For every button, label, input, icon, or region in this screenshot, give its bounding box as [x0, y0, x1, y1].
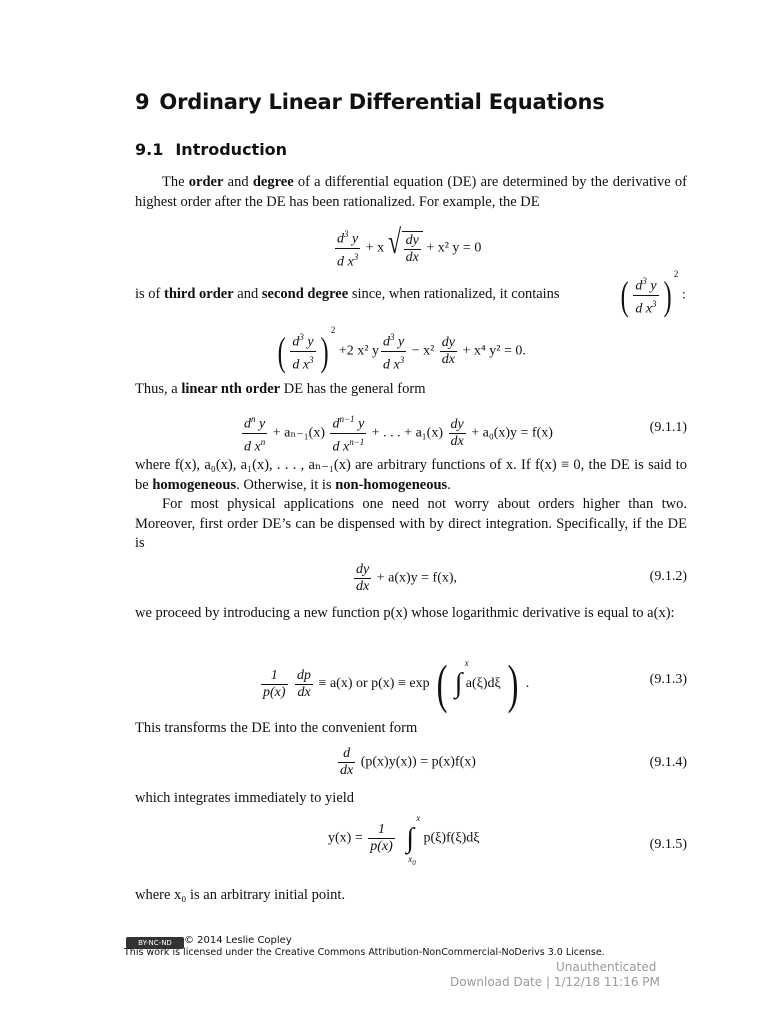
text: is of	[135, 286, 164, 302]
equation-term: ≡ a(x) or p(x) ≡ exp	[318, 676, 430, 692]
bold-term-third-order: third order	[164, 286, 234, 302]
equation-term: + x	[365, 240, 385, 256]
paragraph-transforms: This transforms the DE into the convenient form	[135, 720, 418, 736]
text: and	[223, 174, 253, 190]
bold-term-homogeneous: homogeneous	[152, 476, 237, 493]
bold-term-order: order	[188, 174, 224, 190]
equation-number-9-1-3: (9.1.3)	[649, 672, 687, 687]
equation-term: a(ξ)dξ	[465, 676, 501, 692]
copyright-notice: © 2014 Leslie Copley	[184, 935, 292, 946]
section-title	[135, 140, 287, 159]
text: .	[447, 476, 451, 493]
equation-9-1-3: $\frac{1}{p(x)}$ $\frac{dp}{dx}$ ≡ a(x) or p(x) ≡ exp ( ∫ x a(ξ)dξ ) .	[263, 654, 530, 714]
equation-number-9-1-5: (9.1.5)	[649, 837, 687, 852]
license-notice: This work is licensed under the Creative Commons Attribution-NonCommercial-NoDerivs 3.0 License.	[124, 947, 605, 958]
paragraph-new-function: we proceed by introducing a new function p(x) whose logarithmic derivative is equal to a(x):	[135, 605, 675, 621]
text: . Otherwise, it is	[236, 476, 336, 493]
bold-term-linear-nth-order: linear nth order	[181, 381, 281, 397]
text: since, when rationalized, it contains	[348, 286, 560, 302]
equation-9-1-5: y(x) = $\frac{1}{p(x)}$ ∫ x $x_0$ p(ξ)f(ξ)dξ	[328, 812, 480, 867]
equation-number-9-1-4: (9.1.4)	[649, 755, 687, 770]
chapter-number: 9	[135, 90, 150, 114]
equation-term: .	[525, 676, 530, 692]
equation-9-1-1: $\frac{d^n y}{d x^n}$ + aₙ₋₁(x) $\frac{d^{n-1} y}{d x^{n-1}}$ + . . . + a₁(x) $\frac{dy}{dx}$ + a₀(x)y = f(x)	[240, 411, 553, 455]
text: DE has the general form	[280, 381, 426, 397]
equation-term: y(x) =	[328, 830, 363, 846]
paragraph-physical-applications: For most physical applications one need not worry about orders higher than two. Moreover, first order DE’s can be dispensed with by direct integration. Specifically, if the DE is	[135, 496, 687, 551]
equation-term: + . . . + a₁(x)	[371, 425, 443, 441]
section-number: 9.1	[135, 140, 164, 159]
equation-term: p(ξ)f(ξ)dξ	[423, 830, 480, 846]
text: and	[233, 286, 262, 302]
equation-term: + a(x)y = f(x),	[376, 570, 458, 586]
unauthenticated-stamp: Unauthenticated	[556, 960, 657, 974]
chapter-title-text: Ordinary Linear Differential Equations	[159, 90, 605, 114]
equation-term: + x⁴ y² = 0.	[462, 343, 526, 359]
paragraph-initial-point: where x₀ is an arbitrary initial point.	[135, 887, 346, 903]
equation-rationalized: ( $\frac{d^3 y}{d x^3}$ ) $^2$ +2 x² y $\frac{d^3 y}{d x^3}$ − x² $\frac{dy}{dx}$ + x⁴ y² = 0.	[277, 325, 526, 374]
paragraph-integrates: which integrates immediately to yield	[135, 790, 355, 806]
bold-term-degree: degree	[252, 174, 294, 190]
equation-term: +2 x² y	[338, 343, 379, 359]
equation-term: + aₙ₋₁(x)	[272, 425, 325, 441]
equation-term: − x²	[411, 343, 435, 359]
paragraph-order-degree	[135, 173, 687, 212]
equation-9-1-4: $\frac{d}{dx}$ (p(x)y(x)) = p(x)f(x)	[340, 746, 476, 778]
text: of a differential equation (DE) are determined by the derivative of highest order after the DE has been rationalized. For example, the DE	[135, 174, 688, 210]
equation-term: + a₀(x)y = f(x)	[471, 425, 553, 441]
equation-9-1-2: $\frac{dy}{dx}$ + a(x)y = f(x),	[356, 562, 458, 594]
bold-term-non-homogeneous: non-homogeneous	[335, 476, 448, 493]
text: Thus, a	[135, 381, 182, 397]
equation-number-9-1-1: (9.1.1)	[649, 420, 687, 435]
equation-term: (p(x)y(x)) = p(x)f(x)	[360, 754, 476, 770]
equation-number-9-1-2: (9.1.2)	[649, 569, 687, 584]
download-date: Download Date | 1/12/18 11:16 PM	[450, 975, 660, 989]
paragraph-third-order	[135, 285, 560, 304]
paragraph-homogeneous	[135, 456, 687, 495]
paragraph-linear-nth	[135, 380, 425, 399]
section-title-text: Introduction	[175, 140, 288, 159]
bold-term-second-degree: second degree	[261, 286, 349, 302]
equation-example: $\frac{d^3 y}{d x^3}$ + x √ $\frac{dy}{dx}$ + x² y = 0	[337, 223, 482, 270]
cc-license-badge[interactable]: BY-NC-ND	[126, 937, 184, 949]
inline-squared-derivative: ( $\frac{d^3 y}{d x^3}$ ) $^2$ :	[620, 269, 686, 318]
text: The	[162, 174, 189, 190]
text: where f(x), a₀(x), a₁(x), . . . , aₙ₋₁(x) are arbitrary functions of x. If f(x) ≡ 0, the DE is said to be	[135, 457, 687, 493]
equation-term: + x² y = 0	[426, 240, 482, 256]
chapter-title	[135, 90, 605, 114]
